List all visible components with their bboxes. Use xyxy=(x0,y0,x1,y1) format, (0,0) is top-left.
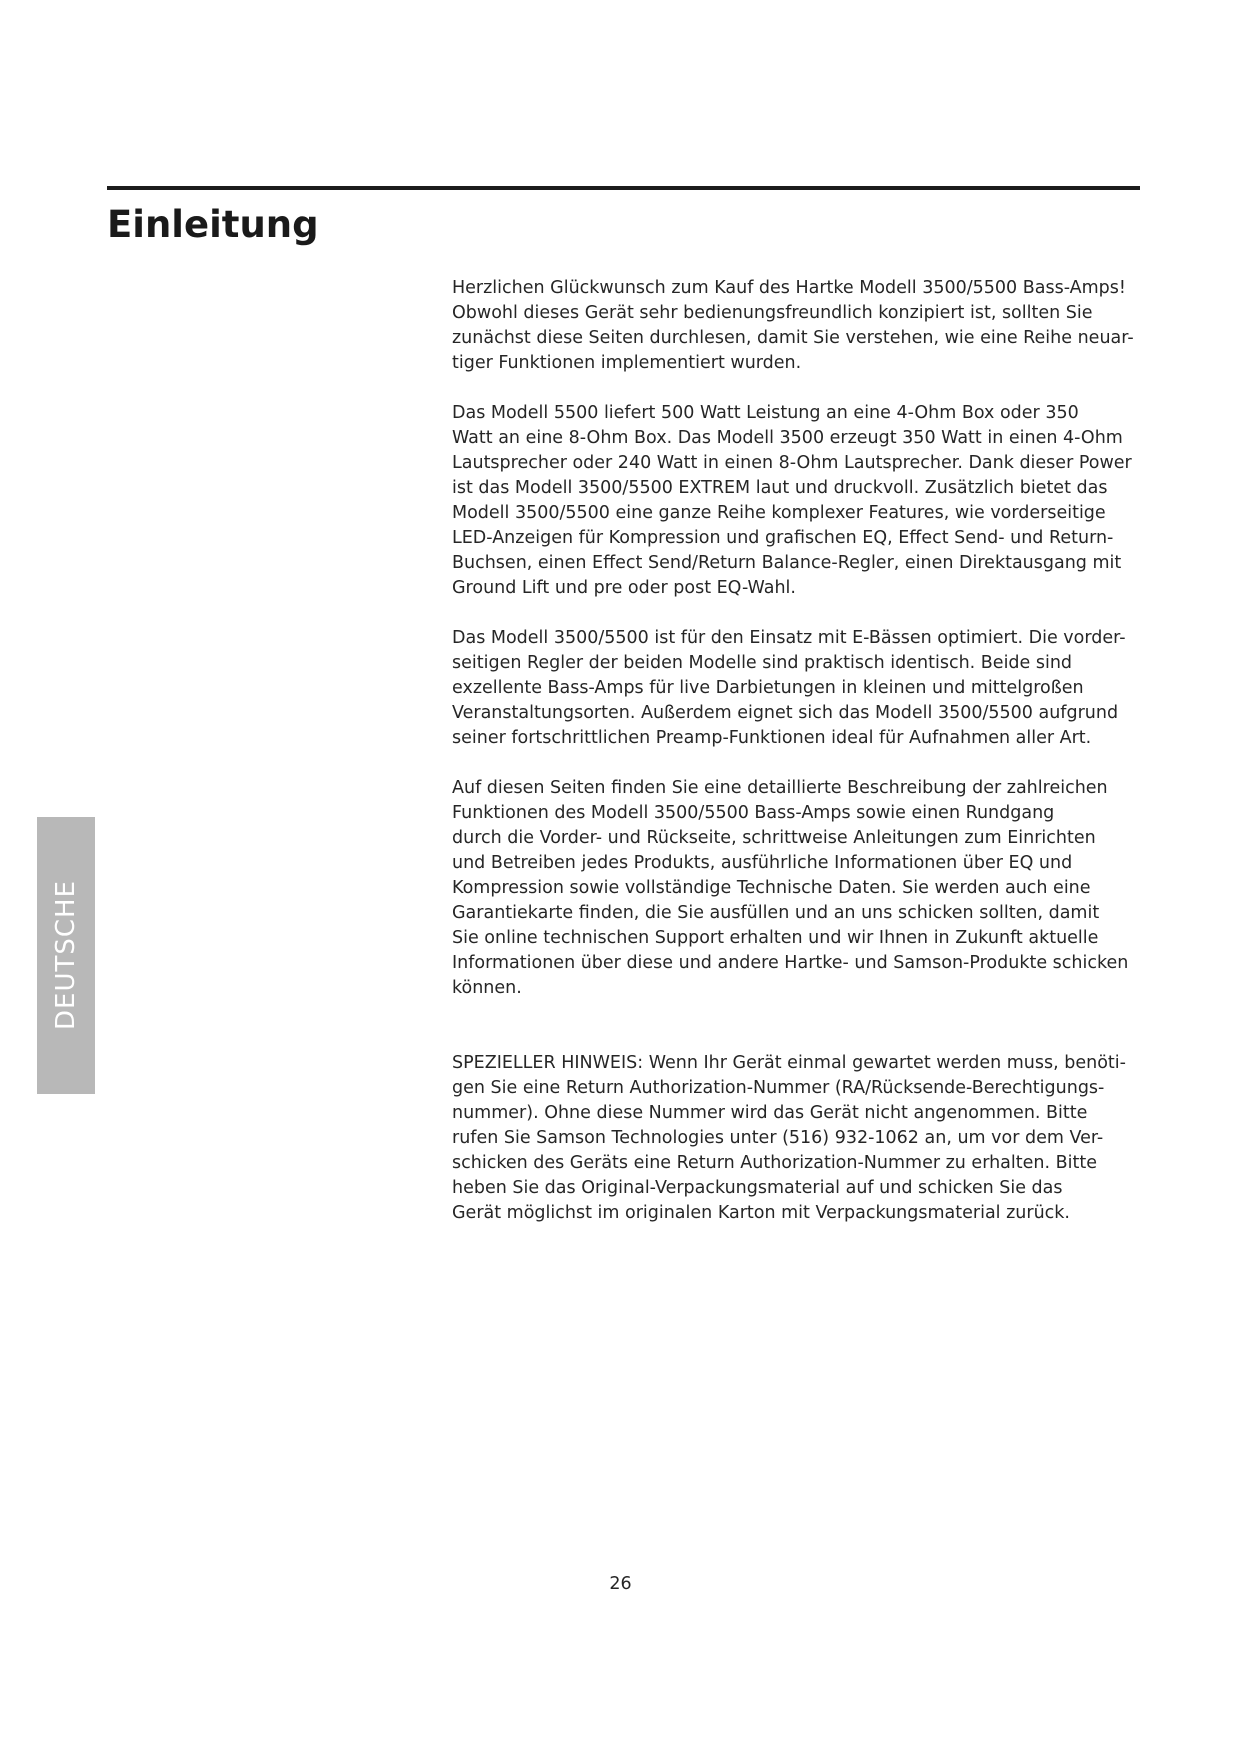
text-line: Obwohl dieses Gerät sehr bedienungsfreundlich konzipiert ist, sollten Sie xyxy=(452,303,1093,323)
paragraph-intro xyxy=(452,276,1140,376)
header-rule xyxy=(107,186,1140,190)
text-line: Sie online technischen Support erhalten und wir Ihnen in Zukunft aktuelle xyxy=(452,928,1099,948)
text-line: durch die Vorder- und Rückseite, schrittweise Anleitungen zum Einrichten xyxy=(452,828,1096,848)
text-line: Funktionen des Modell 3500/5500 Bass-Amps sowie einen Rundgang xyxy=(452,803,1055,823)
text-line: Gerät möglichst im originalen Karton mit Verpackungsmaterial zurück. xyxy=(452,1203,1070,1223)
text-line: Lautsprecher oder 240 Watt in einen 8-Ohm Lautsprecher. Dank dieser Power xyxy=(452,453,1132,473)
text-line: Modell 3500/5500 eine ganze Reihe komplexer Features, wie vorderseitige xyxy=(452,503,1106,523)
text-line: heben Sie das Original-Verpackungsmaterial auf und schicken Sie das xyxy=(452,1178,1063,1198)
paragraph-spacer xyxy=(452,601,1140,626)
text-line: gen Sie eine Return Authorization-Nummer (RA/Rücksende-Berechtigungs- xyxy=(452,1078,1105,1098)
text-line: können. xyxy=(452,978,522,998)
text-line: Watt an eine 8-Ohm Box. Das Modell 3500 erzeugt 350 Watt in einen 4-Ohm xyxy=(452,428,1123,448)
paragraph-usage xyxy=(452,626,1140,751)
text-line: Informationen über diese und andere Hartke- und Samson-Produkte schicken xyxy=(452,953,1129,973)
page-title: Einleitung xyxy=(107,203,319,246)
text-line: Ground Lift und pre oder post EQ-Wahl. xyxy=(452,578,796,598)
text-line: zunächst diese Seiten durchlesen, damit Sie verstehen, wie eine Reihe neuar- xyxy=(452,328,1134,348)
text-line: tiger Funktionen implementiert wurden. xyxy=(452,353,802,373)
text-line: exzellente Bass-Amps für live Darbietungen in kleinen und mittelgroßen xyxy=(452,678,1084,698)
paragraph-spacer xyxy=(452,1001,1140,1051)
text-line: Auf diesen Seiten finden Sie eine detaillierte Beschreibung der zahlreichen xyxy=(452,778,1108,798)
text-line: rufen Sie Samson Technologies unter (516) 932-1062 an, um vor dem Ver- xyxy=(452,1128,1104,1148)
body-text xyxy=(452,276,1140,1226)
text-line: Veranstaltungsorten. Außerdem eignet sich das Modell 3500/5500 aufgrund xyxy=(452,703,1119,723)
paragraph-spacer xyxy=(452,376,1140,401)
text-line: und Betreiben jedes Produkts, ausführliche Informationen über EQ und xyxy=(452,853,1073,873)
text-line: LED-Anzeigen für Kompression und grafischen EQ, Effect Send- und Return- xyxy=(452,528,1114,548)
paragraph-special-note xyxy=(452,1051,1140,1226)
text-line: nummer). Ohne diese Nummer wird das Gerät nicht angenommen. Bitte xyxy=(452,1103,1088,1123)
text-line: ist das Modell 3500/5500 EXTREM laut und druckvoll. Zusätzlich bietet das xyxy=(452,478,1108,498)
language-tab-label: DEUTSCHE xyxy=(51,880,81,1030)
text-line: Herzlichen Glückwunsch zum Kauf des Hartke Modell 3500/5500 Bass-Amps! xyxy=(452,278,1126,298)
text-line: SPEZIELLER HINWEIS: Wenn Ihr Gerät einmal gewartet werden muss, benöti- xyxy=(452,1053,1126,1073)
text-line: Garantiekarte finden, die Sie ausfüllen und an uns schicken sollten, damit xyxy=(452,903,1100,923)
text-line: seiner fortschrittlichen Preamp-Funktionen ideal für Aufnahmen aller Art. xyxy=(452,728,1092,748)
language-tab xyxy=(37,817,95,1094)
text-line: Das Modell 5500 liefert 500 Watt Leistung an eine 4-Ohm Box oder 350 xyxy=(452,403,1079,423)
text-line: Buchsen, einen Effect Send/Return Balance-Regler, einen Direktausgang mit xyxy=(452,553,1122,573)
paragraph-spacer xyxy=(452,751,1140,776)
paragraph-power xyxy=(452,401,1140,601)
text-line: Das Modell 3500/5500 ist für den Einsatz mit E-Bässen optimiert. Die vorder- xyxy=(452,628,1126,648)
text-line: schicken des Geräts eine Return Authorization-Nummer zu erhalten. Bitte xyxy=(452,1153,1097,1173)
paragraph-overview xyxy=(452,776,1140,1001)
text-line: Kompression sowie vollständige Technische Daten. Sie werden auch eine xyxy=(452,878,1091,898)
page-number: 26 xyxy=(609,1574,632,1594)
text-line: seitigen Regler der beiden Modelle sind praktisch identisch. Beide sind xyxy=(452,653,1073,673)
